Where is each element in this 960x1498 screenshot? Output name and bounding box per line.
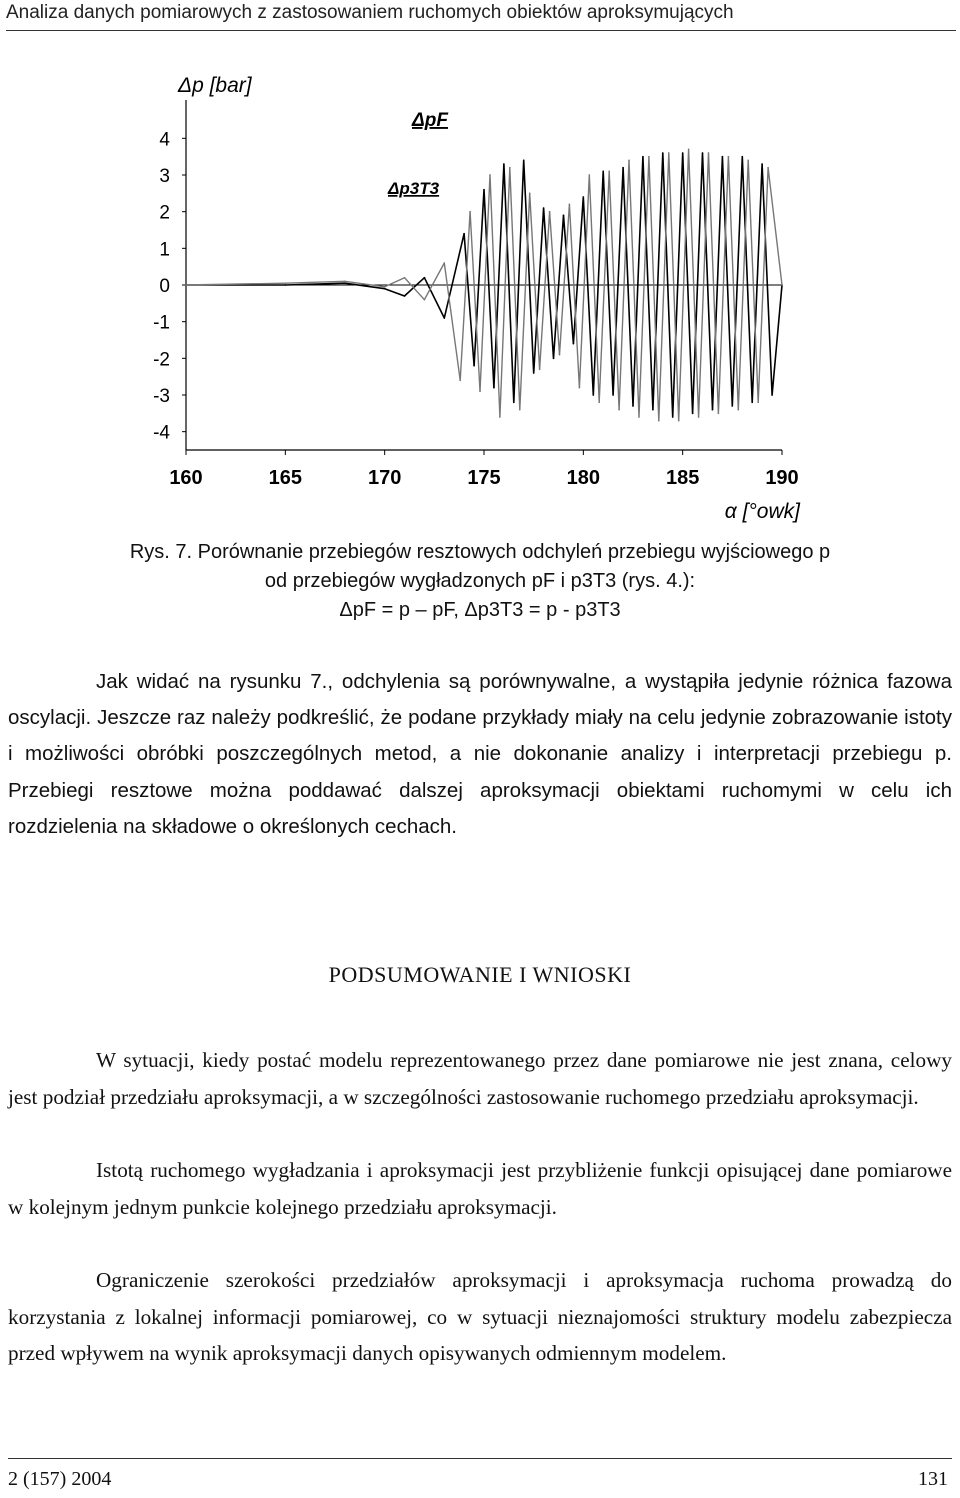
data-point (592, 394, 594, 396)
data-point (757, 402, 759, 404)
data-point (638, 416, 640, 418)
figure-7 (140, 60, 820, 525)
data-point (628, 160, 630, 162)
data-point (747, 160, 749, 162)
footer-page-number: 131 (918, 1468, 948, 1490)
data-point (608, 171, 610, 173)
paragraph-1 (8, 664, 952, 845)
data-point (404, 295, 406, 297)
data-point (612, 394, 614, 396)
data-point (698, 416, 700, 418)
data-point (384, 288, 386, 290)
data-point (479, 391, 481, 393)
data-point (384, 286, 386, 288)
data-point (443, 317, 445, 319)
data-point (573, 343, 575, 345)
y-tick-label: 4 (159, 129, 170, 151)
data-point (741, 156, 743, 158)
data-point (708, 152, 710, 154)
data-point (732, 405, 734, 407)
y-tick-label: -4 (153, 422, 170, 444)
data-point (702, 152, 704, 154)
data-point (658, 420, 660, 422)
data-point (463, 233, 465, 235)
x-axis-label: α [°owk] (724, 500, 800, 523)
residual-chart (140, 60, 820, 525)
data-point (598, 402, 600, 404)
data-point (185, 284, 187, 286)
data-point (424, 299, 426, 301)
legend-p3t3: Δp3T3 (388, 179, 440, 198)
data-point (533, 372, 535, 374)
data-point (553, 358, 555, 360)
data-point (688, 149, 690, 151)
data-point (737, 409, 739, 411)
paragraph-1-text: Jak widać na rysunku 7., odchylenia są porównywalne, a wystąpiła jedynie różnica fazowa oscylacji. Jeszcze raz należy podkreślić, że podane przykłady miały na celu jedynie zobrazowanie istoty i możliwości obróbki poszczególnych metod, a nie dokonanie analizy i interpretacji przebiegu p. Przebiegi resztowe można poddawać dalszej aproksymacji obiektami ruchomymi w celu ich rozdzielenia na składowe o określonych cechach. (8, 670, 952, 838)
data-point (499, 416, 501, 418)
x-tick-label: 180 (566, 467, 601, 489)
data-point (668, 152, 670, 154)
running-header: Analiza danych pomiarowych z zastosowaniem ruchomych obiektów aproksymujących (6, 0, 956, 31)
data-point (543, 207, 545, 209)
data-point (443, 262, 445, 264)
data-point (722, 156, 724, 158)
footer-rule (8, 1458, 952, 1459)
data-point (424, 277, 426, 279)
data-point (529, 193, 531, 195)
x-tick-label: 160 (169, 467, 203, 489)
data-point (579, 387, 581, 389)
data-point (728, 156, 730, 158)
x-tick-label: 170 (367, 467, 402, 489)
y-tick-label: -2 (153, 349, 170, 371)
paragraph-2 (8, 1042, 952, 1115)
data-point (662, 152, 664, 154)
data-point (648, 156, 650, 158)
y-tick-label: 3 (159, 166, 170, 187)
y-tick-label: 0 (159, 276, 170, 297)
y-tick-label: -3 (153, 386, 170, 407)
data-point (509, 167, 511, 169)
data-point (692, 413, 694, 415)
data-point (602, 171, 604, 173)
data-point (678, 420, 680, 422)
y-tick-label: -1 (153, 312, 170, 334)
data-point (569, 204, 571, 206)
x-tick-label: 165 (268, 467, 303, 489)
caption-line-1: Rys. 7. Porównanie przebiegów resztowych odchyleń przebiegu wyjściowego p (129, 541, 831, 563)
data-point (712, 409, 714, 411)
x-tick-label: 175 (467, 467, 501, 489)
x-tick-label: 190 (765, 467, 799, 489)
caption-line-3: ΔpF = p – pF, Δp3T3 = p - p3T3 (339, 599, 621, 621)
data-point (682, 152, 684, 154)
data-point (513, 402, 515, 404)
section-heading: PODSUMOWANIE I WNIOSKI (328, 962, 632, 987)
paragraph-3 (8, 1152, 952, 1225)
data-point (404, 277, 406, 279)
data-point (539, 369, 541, 371)
y-axis-label: Δp [bar] (178, 74, 252, 97)
data-point (652, 409, 654, 411)
data-point (672, 416, 674, 418)
data-point (642, 156, 644, 158)
data-point (588, 174, 590, 176)
data-point (523, 160, 525, 162)
paragraph-4 (8, 1262, 952, 1372)
data-point (618, 409, 620, 411)
paragraph-4-text: Ograniczenie szerokości przedziałów aproksymacji i aproksymacja ruchoma prowadzą do korzystania z lokalnej informacji pomiarowej, co w sytuacji nieznajomości struktury modelu zabezpiecza przed wpływem na wynik aproksymacji danych opisywanych odmiennym modelem. (8, 1268, 952, 1366)
data-point (459, 380, 461, 382)
data-point (632, 405, 634, 407)
data-point (622, 167, 624, 169)
data-point (767, 167, 769, 169)
data-point (489, 174, 491, 176)
y-tick-label: 2 (159, 202, 170, 224)
figure-caption (60, 538, 900, 625)
data-point (493, 387, 495, 389)
paragraph-3-text: Istotą ruchomego wygładzania i aproksymacji jest przybliżenie funkcji opisującej dane pomiarowe w kolejnym jednym punkcie kolejnego przedziału aproksymacji. (8, 1158, 952, 1219)
data-point (549, 211, 551, 213)
caption-line-2: od przebiegów wygładzonych pF i p3T3 (rys. 4.): (264, 570, 696, 592)
footer-issue: 2 (157) 2004 (8, 1468, 112, 1490)
data-point (563, 215, 565, 217)
data-point (344, 281, 346, 283)
paragraph-2-text: W sytuacji, kiedy postać modelu reprezentowanego przez dane pomiarowe nie jest znana, celowy jest podział przedziału aproksymacji, a w szczególności zastosowanie ruchomego przedziału aproksymacji. (8, 1048, 952, 1109)
data-point (285, 284, 287, 286)
data-point (503, 163, 505, 165)
y-tick-label: 1 (159, 239, 170, 261)
data-point (781, 284, 783, 286)
data-point (473, 365, 475, 367)
data-point (718, 413, 720, 415)
data-point (519, 409, 521, 411)
data-point (583, 196, 585, 198)
data-point (771, 394, 773, 396)
data-point (559, 354, 561, 356)
legend-pf: ΔpF (412, 110, 448, 131)
data-point (751, 402, 753, 404)
data-point (483, 189, 485, 191)
data-point (761, 163, 763, 165)
data-point (285, 282, 287, 284)
data-point (344, 282, 346, 284)
data-point (469, 211, 471, 213)
x-tick-label: 185 (665, 467, 700, 489)
